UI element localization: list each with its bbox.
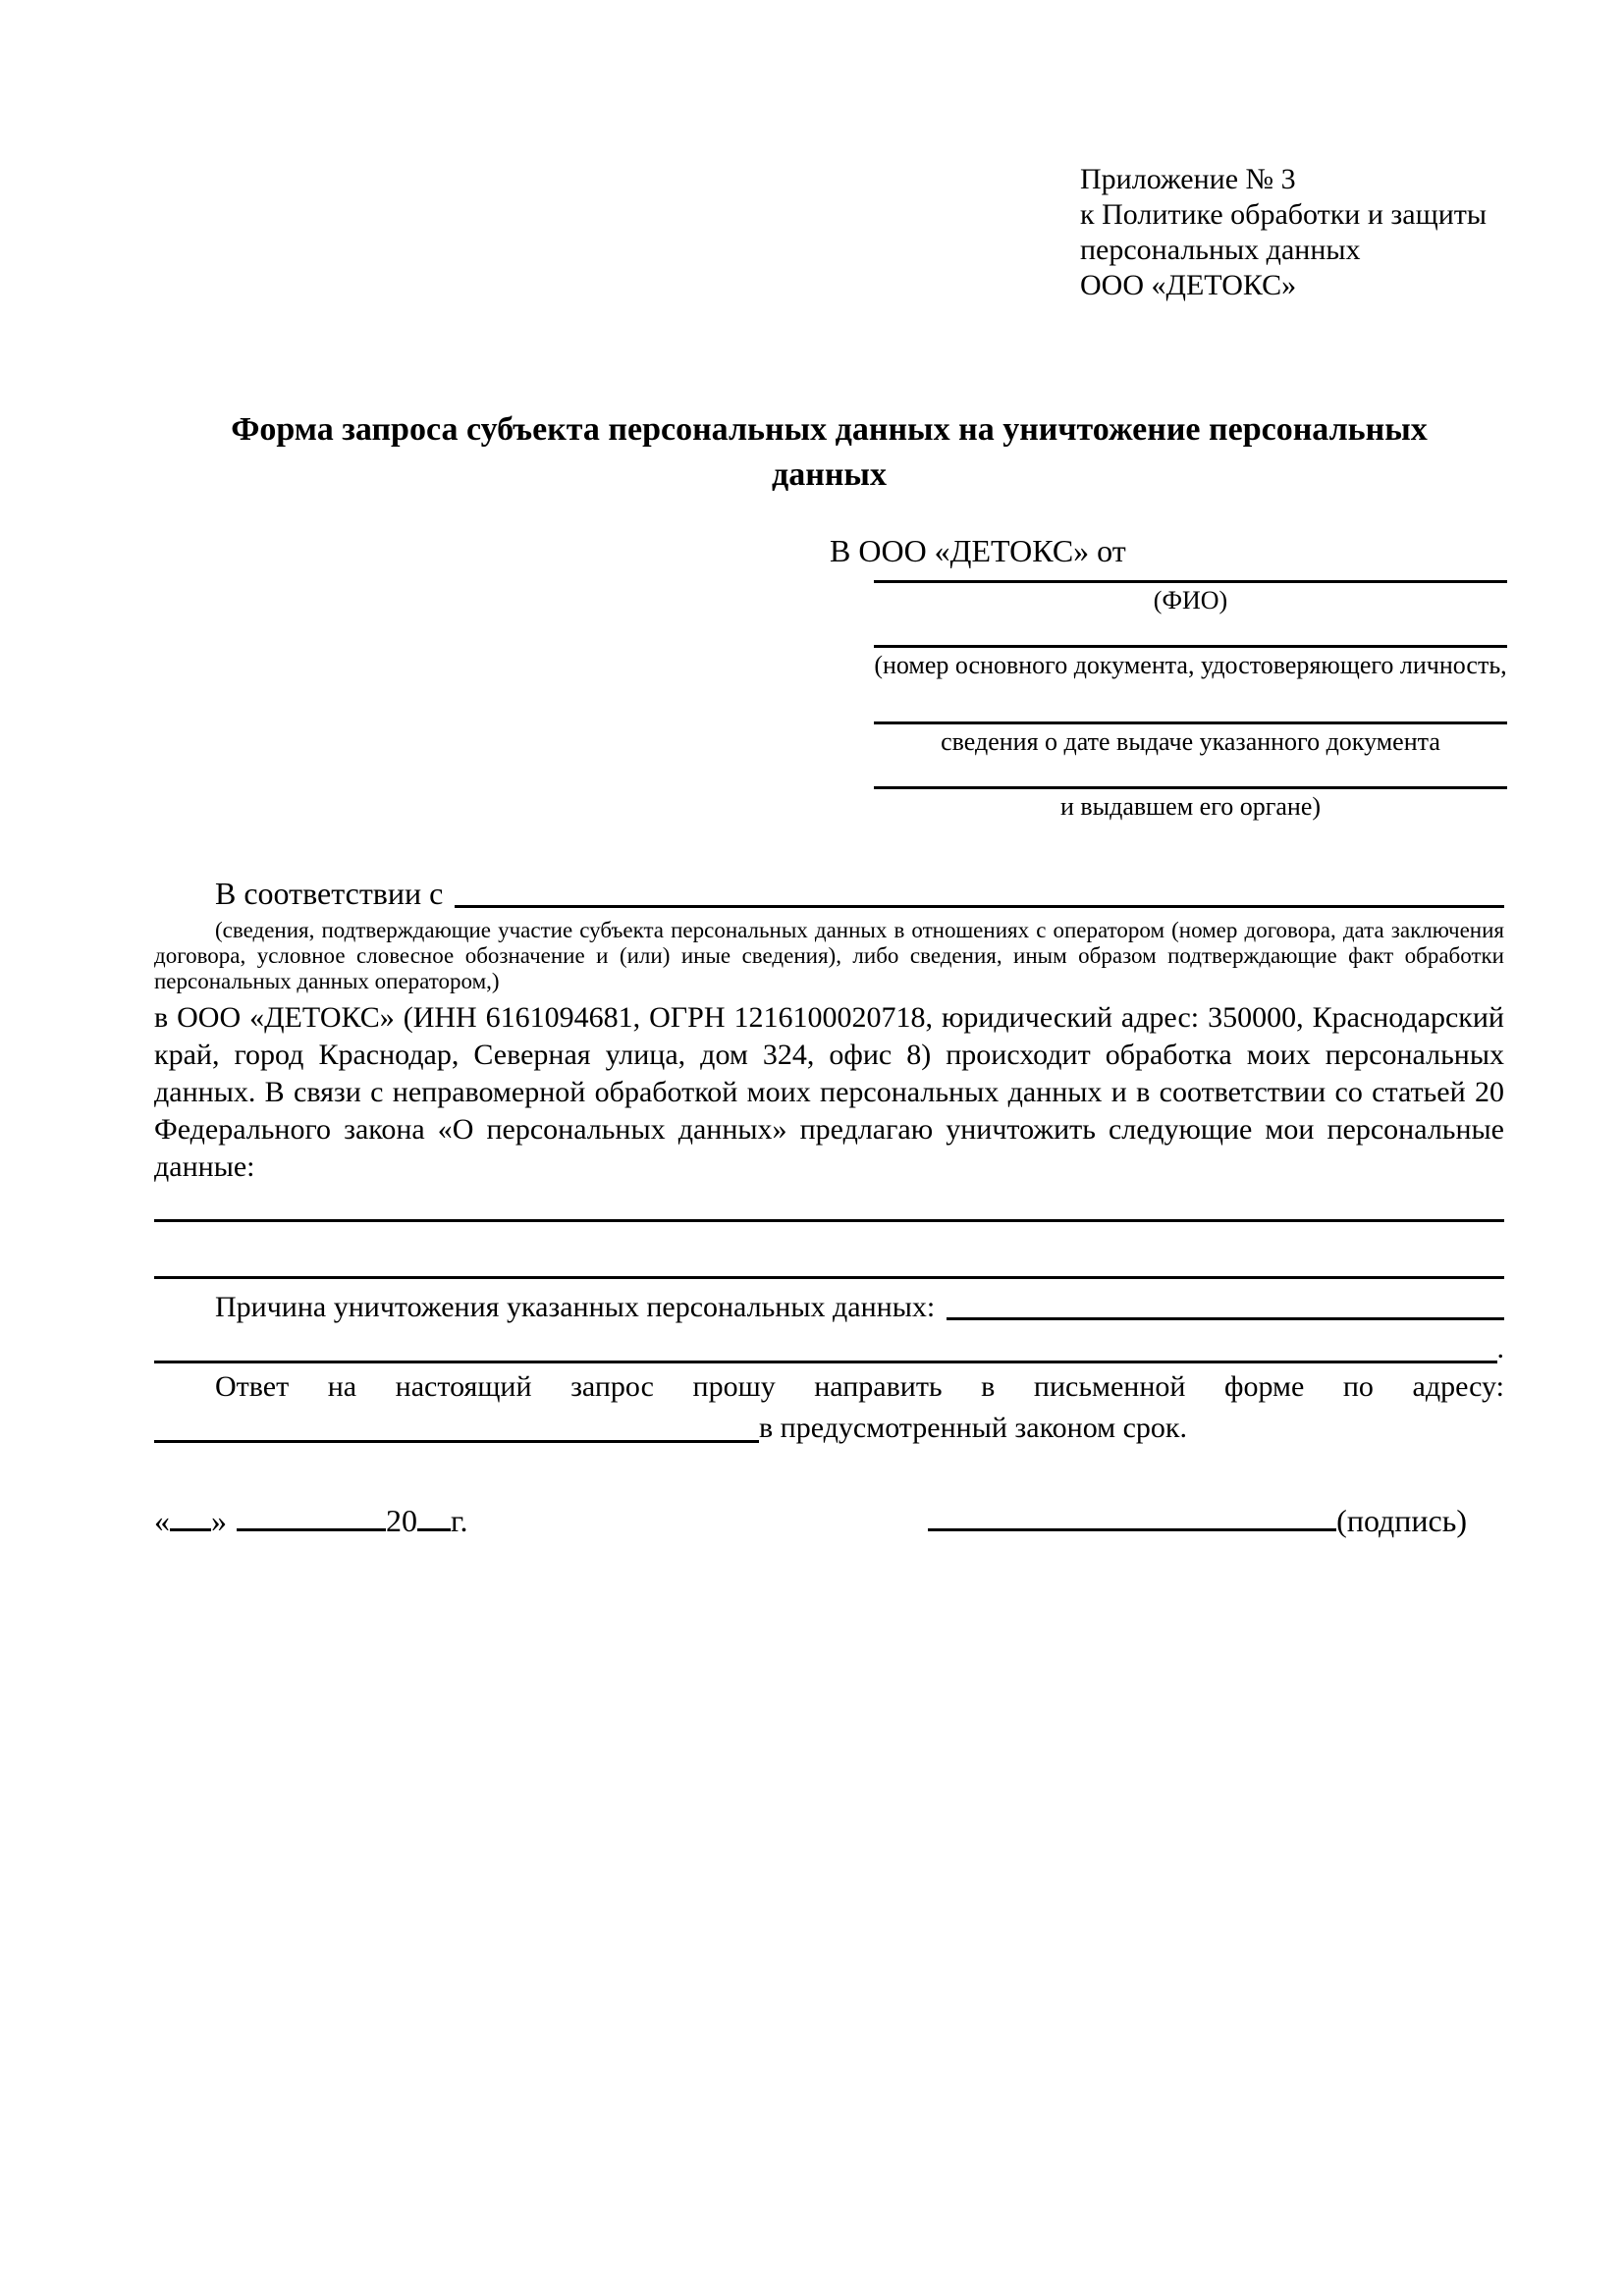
year-blank-line[interactable] xyxy=(417,1497,451,1531)
reason-blank-line-1[interactable] xyxy=(947,1289,1504,1320)
response-address-row xyxy=(154,1407,1504,1450)
date-close-quote: » xyxy=(211,1503,227,1538)
accordance-row xyxy=(154,873,1504,914)
document-number-field xyxy=(874,615,1507,680)
request-paragraph: в ООО «ДЕТОКС» (ИНН 6161094681, ОГРН 1216100020718, юридический адрес: 350000, Краснодарский край, город Краснодар, Северная улица, дом 324, офис 8) происходит обработка моих персональных данных. В связи с неправомерной обработкой моих персональных данных и в соответствии со статьей 20 Федерального закона «О персональных данных» предлагаю уничтожить следующие мои персональные данные: xyxy=(154,1001,1504,1183)
date-signature-row xyxy=(154,1497,1504,1540)
issuing-authority-caption: и выдавшем его органе) xyxy=(1059,792,1322,821)
reason-row xyxy=(154,1279,1504,1326)
fio-field xyxy=(874,570,1507,615)
personal-data-blank-line-1[interactable] xyxy=(154,1186,1504,1222)
personal-data-blank-line-2[interactable] xyxy=(154,1222,1504,1279)
reason-blank-line-2[interactable] xyxy=(154,1361,1497,1363)
year-suffix: г. xyxy=(451,1503,468,1538)
address-blank-line[interactable] xyxy=(154,1407,759,1443)
accordance-label: В соответствии с xyxy=(215,876,444,911)
issue-date-caption: сведения о дате выдаче указанного документа xyxy=(941,727,1440,756)
date-line xyxy=(154,1497,468,1540)
date-open-quote: « xyxy=(154,1503,170,1538)
signature-blank-line[interactable] xyxy=(928,1497,1336,1531)
document-number-caption: (номер основного документа, удостоверяющего личность, xyxy=(874,651,1507,679)
addressee-fields xyxy=(874,570,1507,822)
addressee-line: В ООО «ДЕТОКС» от xyxy=(830,533,1126,568)
day-blank-line[interactable] xyxy=(170,1497,211,1531)
appendix-header xyxy=(1080,162,1504,303)
response-suffix: в предусмотренный законом срок. xyxy=(759,1412,1187,1444)
issue-date-field xyxy=(874,680,1507,757)
appendix-line-3: персональных данных xyxy=(1080,234,1361,266)
appendix-line-2: к Политике обработки и защиты xyxy=(1080,198,1488,231)
appendix-line-1: Приложение № 3 xyxy=(1080,163,1296,195)
appendix-line-4: ООО «ДЕТОКС» xyxy=(1080,269,1297,301)
fio-caption: (ФИО) xyxy=(1153,586,1228,614)
issuing-authority-field xyxy=(874,757,1507,822)
signature-block xyxy=(928,1497,1467,1540)
year-prefix: 20 xyxy=(386,1503,417,1538)
month-blank-line[interactable] xyxy=(237,1497,386,1531)
form-title: Форма запроса субъекта персональных данных на уничтожение персональных данных xyxy=(231,411,1428,493)
accordance-blank-line[interactable] xyxy=(455,873,1504,908)
reason-continuation xyxy=(154,1326,1504,1363)
signature-caption: (подпись) xyxy=(1336,1503,1467,1538)
reason-label: Причина уничтожения указанных персональных данных: xyxy=(215,1291,936,1323)
fine-print-note: (сведения, подтверждающие участие субъекта персональных данных в отношениях с оператором (номер договора, дата заключения договора, условное словесное обозначение и (или) иные сведения), либо сведения, иным образом подтверждающие факт обработки персональных данных оператором,) xyxy=(154,918,1504,993)
response-paragraph: Ответ на настоящий запрос прошу направить в письменной форме по адресу: xyxy=(215,1370,1504,1403)
reason-period: . xyxy=(1496,1332,1504,1364)
